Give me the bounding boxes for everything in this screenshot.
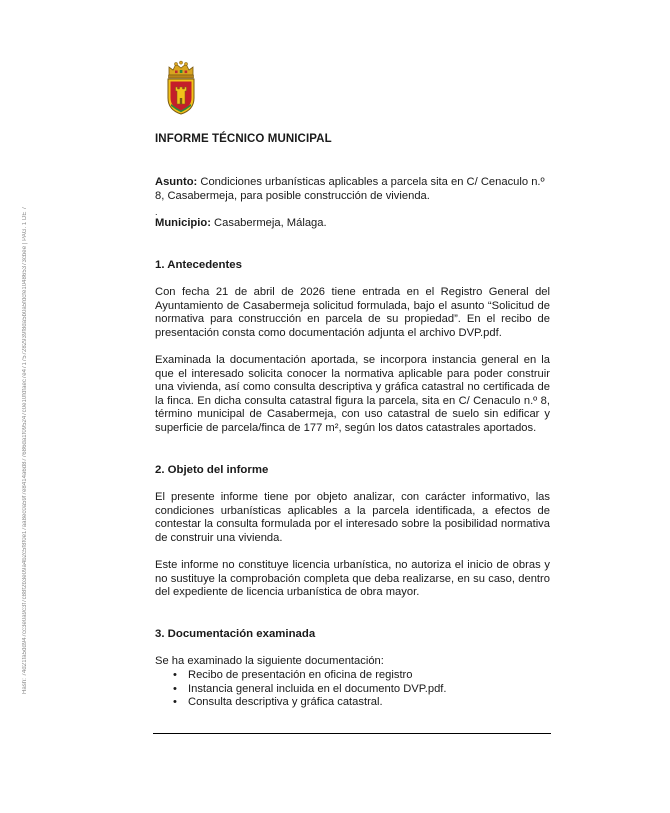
document-title: INFORME TÉCNICO MUNICIPAL [155, 133, 332, 145]
list-item [155, 696, 550, 710]
section-heading-documentacion: 3. Documentación examinada [155, 628, 316, 640]
asunto-text: Condiciones urbanísticas aplicables a parcela sita en C/ Cenaculo n.º 8, Casabermeja, para posible construcción de vivienda. [155, 176, 545, 202]
documentacion-intro: Se ha examinado la siguiente documentación: [155, 655, 384, 667]
objeto-paragraph-2: Este informe no constituye licencia urbanística, no autoriza el inicio de obras y no sustituye la comprobación completa que deba realizarse, en su caso, dentro del expediente de licencia urbanística de obra mayor. [155, 559, 550, 598]
separator-dot: . [155, 207, 158, 217]
documentacion-list [155, 669, 550, 710]
list-item-text: Instancia general incluida en el documento DVP.pdf. [188, 682, 447, 695]
documentacion-list-container [155, 669, 550, 710]
bullet-icon: • [173, 682, 177, 695]
objeto-paragraph-1: El presente informe tiene por objeto analizar, con carácter informativo, las condiciones urbanísticas aplicables a la parcela identificada, a efectos de contestar la consulta formulada por el interesado sobre la posibilidad normativa de construir una vivienda. [155, 491, 550, 544]
section-heading-objeto: 2. Objeto del informe [155, 464, 269, 476]
municipal-crest-icon [166, 60, 196, 116]
list-item-text: Consulta descriptiva y gráfica catastral. [188, 696, 383, 708]
footer-divider [153, 733, 551, 734]
antecedentes-paragraph-2: Examinada la documentación aportada, se incorpora instancia general en la que el interesado solicita conocer la normativa aplicable para poder construir una vivienda, así como consulta descriptiva y gráfica catastral no certificada de la finca. En dicha consulta catastral figura la parcela, sita en C/ Cenaculo n.º 8, término municipal de Casabermeja, con uso catastral de suelo sin edificar y superficie de parcela/finca de 177 m², según los datos catastrales aportados. [155, 354, 550, 434]
list-item-text: Recibo de presentación en oficina de registro [188, 669, 413, 681]
side-verification-stamp: Hash: 74d21fa5dd947cc3e0a9c3f7c88f2b3e09a4b2c5f8f0e17aa8ec0a59f7e8414a6d877686da1f095247c0e10fdfaec7e471757282939f8da5b0a5fdcfe104865373cbee | PAG. 1 DE 7 [22, 206, 28, 694]
municipio-text: Casabermeja, Málaga. [214, 217, 327, 229]
bullet-icon: • [173, 696, 177, 708]
list-item [155, 669, 550, 683]
bullet-icon: • [173, 669, 177, 681]
municipio-paragraph [155, 217, 550, 231]
list-item [155, 683, 550, 697]
asunto-label: Asunto: [155, 176, 198, 188]
asunto-paragraph [155, 176, 550, 203]
antecedentes-paragraph-1: Con fecha 21 de abril de 2026 tiene entrada en el Registro General del Ayuntamiento de Casabermeja solicitud formulada, bajo el asunto “Solicitud de normativa para construcción en parcela de su propiedad”. En el recibo de presentación consta como documentación adjunta el archivo DVP.pdf. [155, 286, 550, 339]
section-heading-antecedentes: 1. Antecedentes [155, 259, 242, 271]
municipio-label: Municipio: [155, 217, 211, 229]
